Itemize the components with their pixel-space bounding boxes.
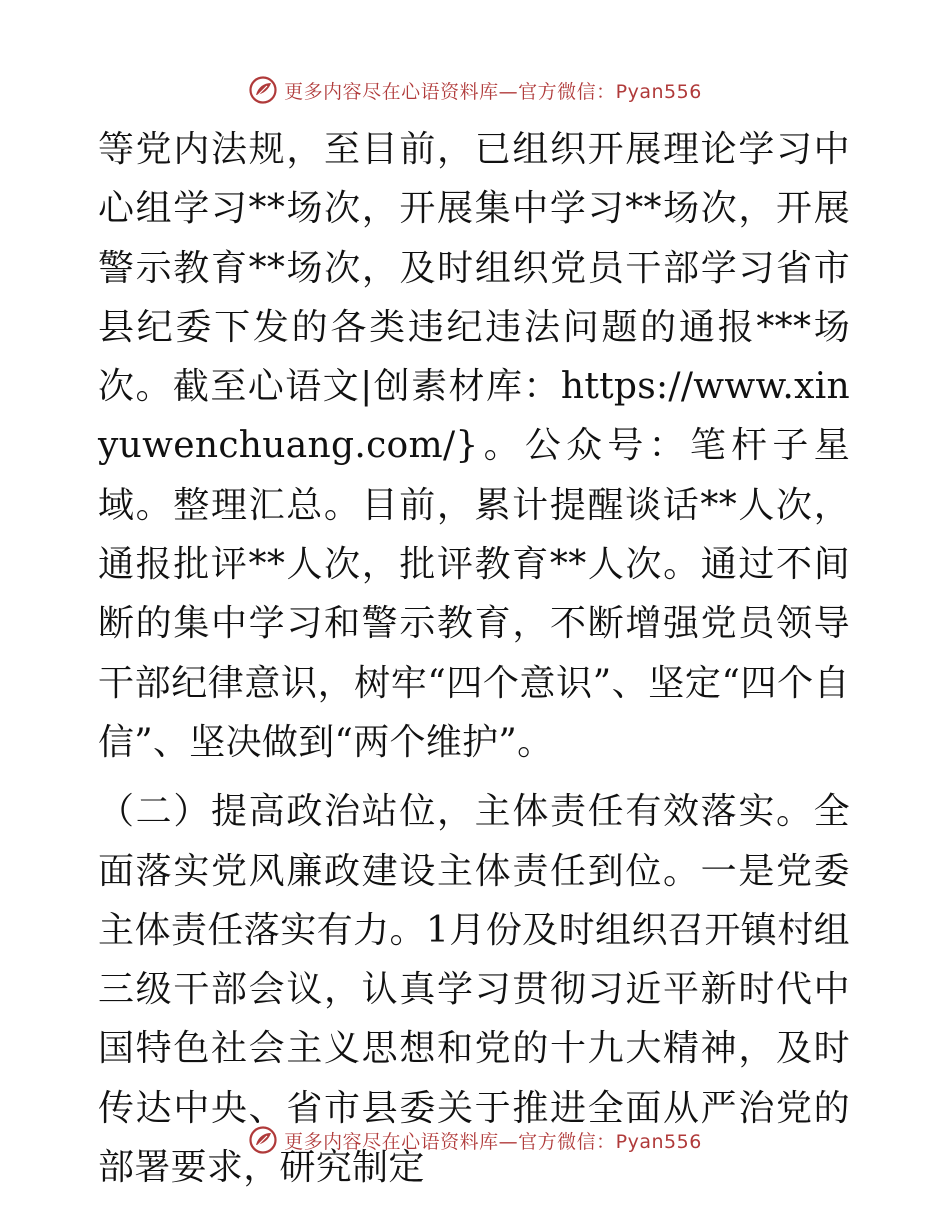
body-paragraph-2: （二）提高政治站位，主体责任有效落实。全面落实党风廉政建设主体责任到位。一是党委主体责任落实有力。1月份及时组织召开镇村组三级干部会议，认真学习贯彻习近平新时代中国特色社会主义思想和党的十九大精神，及时传达中央、省市县委关于推进全面从严治党的部署要求，研究制定 [98,791,850,1189]
body-paragraph-1: 等党内法规，至目前，已组织开展理论学习中心组学习**场次，开展集中学习**场次，开展警示教育**场次，及时组织党员干部学习省市县纪委下发的各类违纪违法问题的通报***场次。截至心语文|创素材库：https://www.xinyuwenchuang.com/}。公众号：笔杆子星域。整理汇总。目前，累计提醒谈话**人次，通报批评**人次，批评教育**人次。通过不间断的集中学习和警示教育，不断增强党员领导干部纪律意识，树牢“四个意识”、坚定“四个自信”、坚决做到“两个维护”。 [98,129,850,763]
leaf-circle-logo-icon [248,1125,278,1155]
banner-handle: Pyan556 [615,1130,702,1153]
banner-text: 更多内容尽在心语资料库—官方微信：Pyan556 [284,80,702,103]
footer-banner [0,1122,950,1158]
header-banner [0,72,950,108]
banner-text: 更多内容尽在心语资料库—官方微信：Pyan556 [284,1130,702,1153]
banner-handle: Pyan556 [615,80,702,103]
leaf-circle-logo-icon [248,75,278,105]
document-body [98,120,850,1197]
